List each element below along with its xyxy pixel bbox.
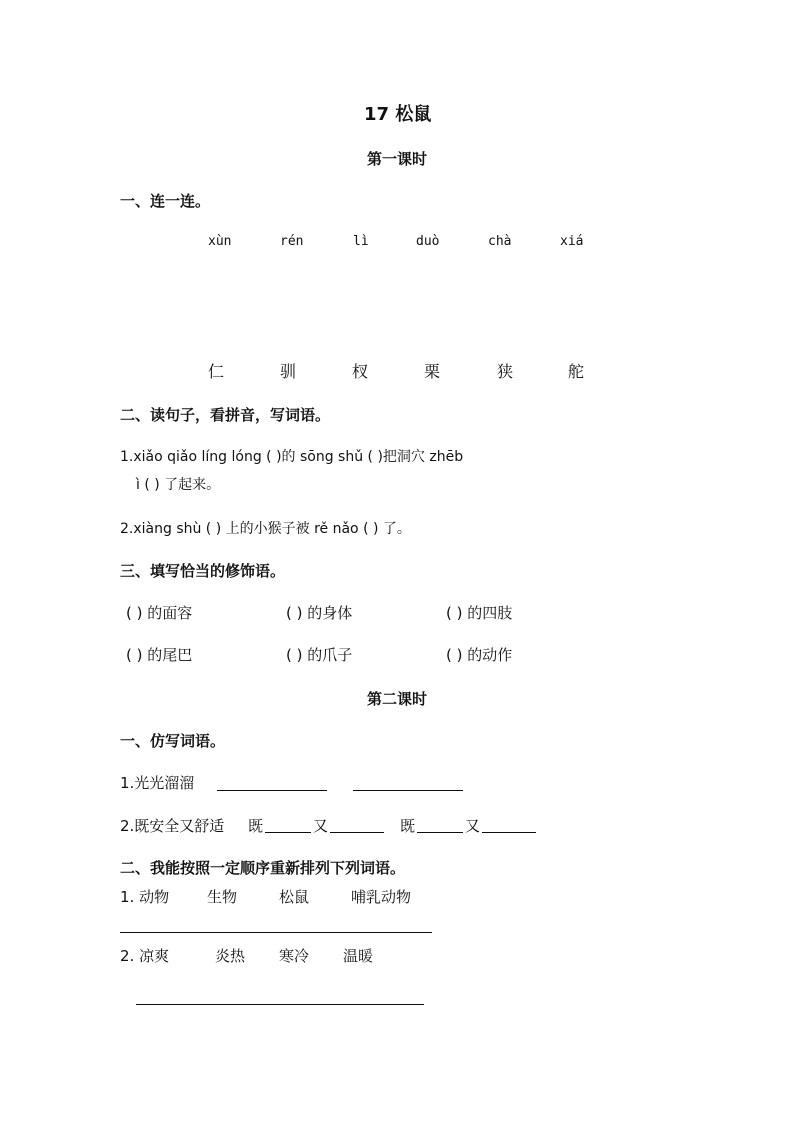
character-item: 杈	[352, 362, 369, 381]
word-item: 2. 凉爽	[120, 947, 170, 965]
word-item: 温暖	[343, 947, 374, 965]
character-item: 狭	[497, 362, 514, 381]
word-item: 炎热	[215, 947, 246, 965]
modifier-blank: ( ) 的身体	[286, 604, 353, 622]
character-item: 驯	[280, 362, 297, 381]
answer-line	[417, 832, 463, 833]
answer-line	[136, 1004, 424, 1005]
imitation-question-2: 2.既安全又舒适	[120, 817, 225, 835]
answer-line	[330, 832, 384, 833]
answer-line	[353, 790, 463, 791]
pinyin-item: chà	[488, 234, 512, 249]
lesson-2-section-1-heading: 一、仿写词语。	[120, 732, 226, 750]
character-item: 栗	[424, 362, 441, 381]
word-item: 松鼠	[279, 888, 310, 906]
question-2-1-line-2: ì ( ) 了起来。	[136, 477, 221, 493]
modifier-blank: ( ) 的尾巴	[126, 646, 193, 664]
modifier-blank: ( ) 的四肢	[446, 604, 513, 622]
word-item: 1. 动物	[120, 888, 170, 906]
pinyin-item: duò	[416, 234, 440, 249]
answer-line	[482, 832, 536, 833]
you-label: 又	[465, 817, 481, 835]
answer-line	[265, 832, 311, 833]
lesson-2-heading: 第二课时	[367, 690, 428, 708]
imitation-question-1: 1.光光溜溜	[120, 774, 195, 792]
modifier-blank: ( ) 的动作	[446, 646, 513, 664]
lesson-2-section-2-heading: 二、我能按照一定顺序重新排列下列词语。	[120, 859, 406, 877]
question-2-2: 2.xiàng shù ( ) 上的小猴子被 rě nǎo ( ) 了。	[120, 521, 411, 537]
pinyin-item: xùn	[208, 234, 232, 249]
you-label: 又	[313, 817, 329, 835]
modifier-blank: ( ) 的面容	[126, 604, 193, 622]
character-item: 仁	[208, 362, 225, 381]
section-2-heading: 二、读句子，看拼音，写词语。	[120, 406, 331, 424]
word-item: 生物	[207, 888, 238, 906]
pinyin-item: rén	[280, 234, 304, 249]
modifier-blank: ( ) 的爪子	[286, 646, 353, 664]
character-item: 舵	[568, 362, 585, 381]
pinyin-item: xiá	[560, 234, 584, 249]
page-title: 17 松鼠	[364, 104, 432, 125]
pinyin-item: lì	[353, 234, 369, 249]
section-3-heading: 三、填写恰当的修饰语。	[120, 562, 286, 580]
answer-line	[217, 790, 327, 791]
question-2-1-line-1: 1.xiǎo qiǎo líng lóng ( )的 sōng shǔ ( )把洞穴 zhēb	[120, 449, 464, 465]
ji-label: 既	[400, 817, 416, 835]
lesson-1-heading: 第一课时	[367, 150, 428, 168]
ji-label: 既	[248, 817, 264, 835]
answer-line	[120, 932, 432, 933]
section-1-heading: 一、连一连。	[120, 192, 211, 210]
word-item: 哺乳动物	[351, 888, 412, 906]
word-item: 寒冷	[279, 947, 310, 965]
